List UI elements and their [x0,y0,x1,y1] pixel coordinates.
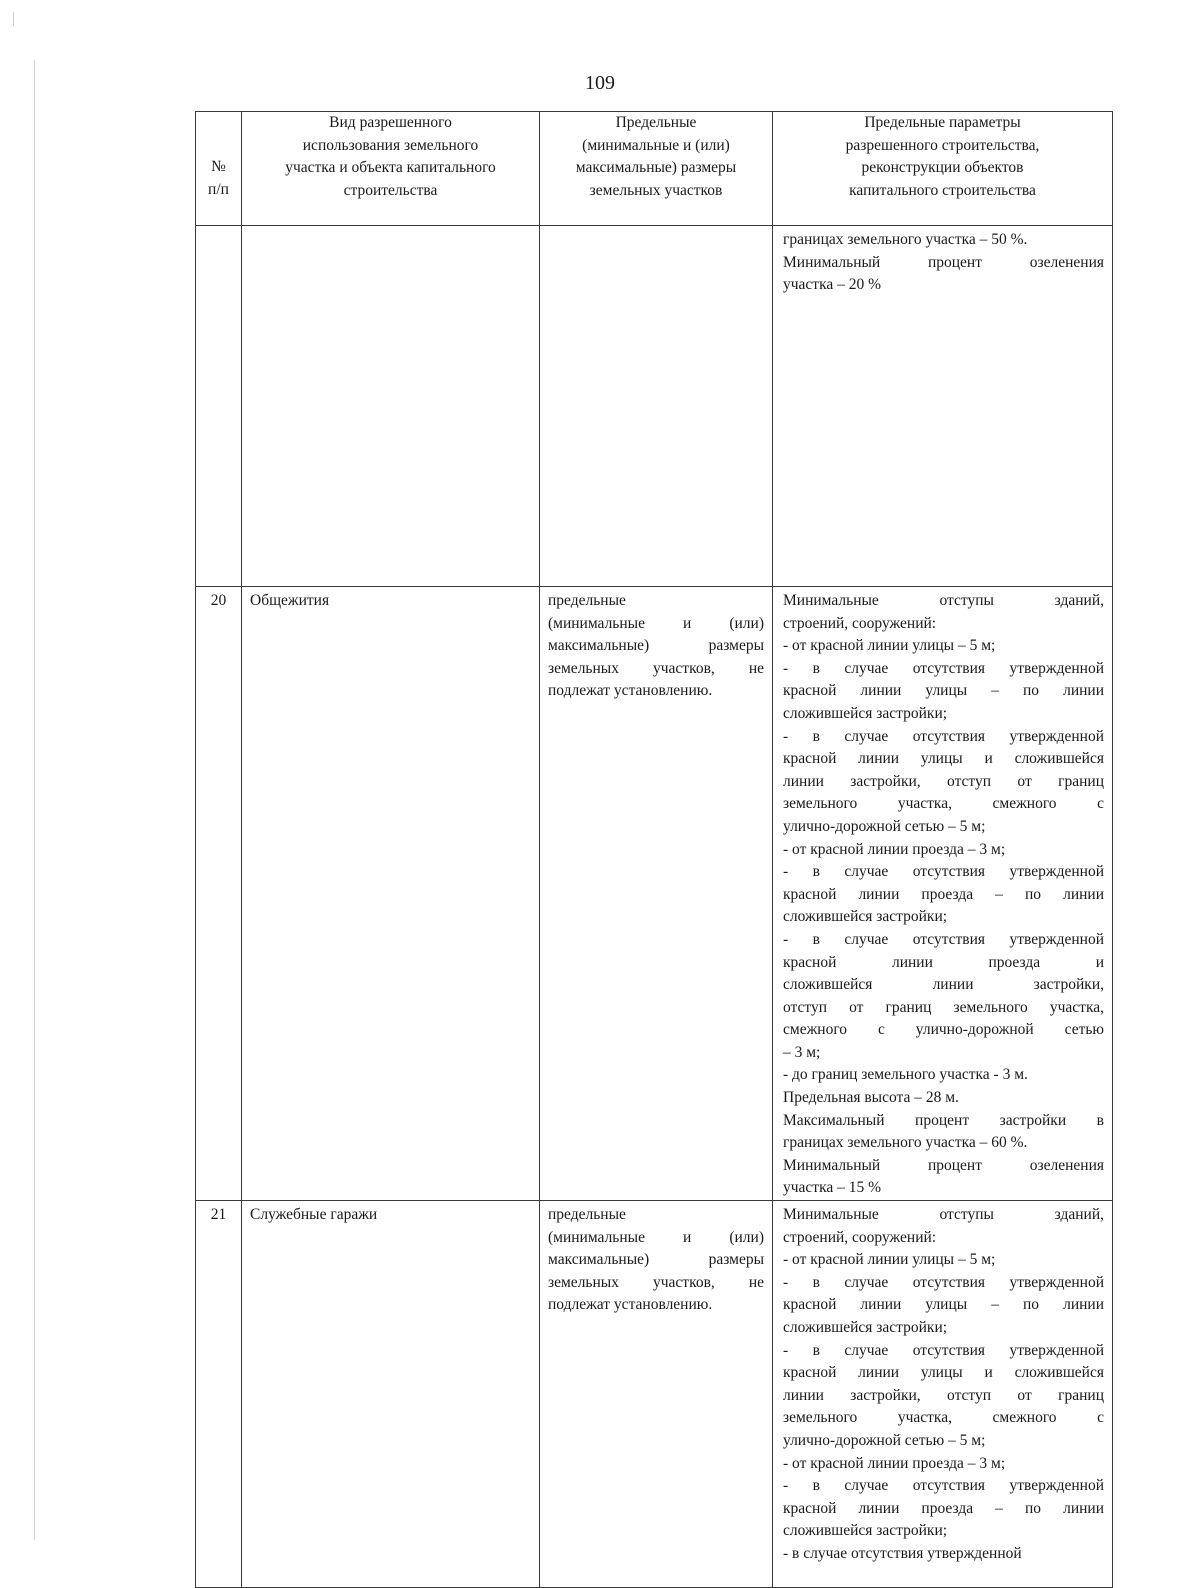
cell-text-line: участка – 20 % [783,276,882,294]
cell-text-line: земельных участков, не [548,659,764,677]
cell-text-line: линии застройки, отступ от границ [783,1386,1104,1404]
header-text-line: земельных участков [589,181,723,199]
header-text-line: использования земельного [302,136,479,154]
header-text-line: реконструкции объектов [861,159,1024,176]
scan-edge-line [34,60,35,1540]
cell-text-line: сложившейся застройки; [783,1522,948,1540]
cell-text-line: - в случае отсутствия утвержденной [783,1273,1104,1291]
cell-text-line: улично-дорожной сетью – 5 м; [783,817,986,835]
cell-text-line: – 3 м; [783,1043,821,1061]
cell-text-line: Минимальный процент озеленения [783,253,1104,271]
cell-text-line: смежного с улично-дорожной сетью [783,1021,1104,1039]
row-usage-type [242,226,540,587]
cell-text-line: красной линии улицы – по линии [783,682,1104,700]
cell-text-line: сложившейся застройки; [783,1319,948,1336]
cell-text-line: - от красной линии проезда – 3 м; [783,1454,1006,1472]
cell-text-line: - от красной линии проезда – 3 м; [783,840,1006,858]
header-text-line: (минимальные и (или) [582,136,730,154]
cell-text-line: подлежат установлению. [548,682,713,700]
cell-text-line: Минимальные отступы зданий, [783,1206,1104,1224]
cell-text-line: красной линии улицы и сложившейся [783,750,1104,768]
cell-text-line: - в случае отсутствия утвержденной [783,659,1104,677]
cell-text-line: предельные [548,592,626,609]
cell-text-line: - в случае отсутствия утвержденной [783,863,1104,881]
cell-text-line: Минимальные отступы зданий, [783,592,1104,609]
cell-text-line: Предельная высота – 28 м. [783,1089,959,1107]
cell-text-line: участка – 15 % [783,1179,882,1197]
cell-text-line: отступ от границ земельного участка, [783,998,1104,1016]
cell-text-line: земельных участков, не [548,1273,764,1291]
cell-text-line: линии застройки, отступ от границ [783,772,1104,790]
row-number [196,226,242,587]
cell-text-line: земельного участка, смежного с [783,795,1104,813]
header-construction-params [773,112,1113,226]
cell-text-line: - в случае отсутствия утвержденной [783,727,1104,745]
table-row [196,1201,1113,1588]
header-text-line: разрешенного строительства, [845,136,1040,154]
row-number: 21 [196,1201,242,1588]
row-construction-params [773,1201,1113,1588]
cell-text-line: строений, сооружений: [783,614,937,632]
cell-text-line: максимальные) размеры [548,1251,764,1269]
header-text-line: капитального строительства [849,181,1036,199]
row-plot-size [540,1201,773,1588]
header-text-line: Предельные [615,114,697,131]
cell-text-line: сложившейся линии застройки, [783,976,1104,994]
header-text-line: Вид разрешенного [329,114,452,131]
cell-text-line: красной линии проезда – по линии [783,1499,1104,1517]
cell-text-line: (минимальные и (или) [548,1228,764,1246]
cell-text-line: строений, сооружений: [783,1228,937,1246]
cell-text-line: сложившейся застройки; [783,908,948,926]
cell-text-line: сложившейся застройки; [783,704,948,722]
header-plot-size [540,112,773,226]
cell-text-line: улично-дорожной сетью – 5 м; [783,1431,986,1449]
cell-text-line: предельные [548,1206,626,1224]
cell-text-line: - от красной линии улицы – 5 м; [783,1251,996,1269]
header-text-line: п/п [208,180,229,198]
table-row [196,587,1113,1201]
header-text-line: № [211,158,226,175]
row-plot-size [540,587,773,1201]
cell-text-line: Минимальный процент озеленения [783,1156,1104,1174]
row-number: 20 [196,587,242,1201]
table-header [196,112,1113,226]
cell-text-line: - в случае отсутствия утвержденной [783,1477,1104,1495]
header-text-line: строительства [343,181,438,199]
header-text-line: Предельные параметры [864,114,1021,131]
cell-text-line: красной линии проезда и [783,953,1104,971]
cell-text-line: границах земельного участка – 60 %. [783,1134,1028,1152]
zoning-parameters-table [195,111,1113,1588]
header-number [196,112,242,226]
cell-text-line: - в случае отсутствия утвержденной [783,1341,1104,1359]
cell-text-line: красной линии улицы – по линии [783,1296,1104,1314]
cell-text-line: Максимальный процент застройки в [783,1111,1104,1129]
header-text-line: максимальные) размеры [575,159,737,176]
cell-text-line: границах земельного участка – 50 %. [783,231,1028,248]
cell-text-line: (минимальные и (или) [548,614,764,632]
cell-text-line: красной линии улицы и сложившейся [783,1364,1104,1382]
scan-artifact-mark [13,12,14,26]
cell-text-line: - в случае отсутствия утвержденной [783,930,1104,948]
cell-text-line: подлежат установлению. [548,1296,713,1314]
cell-text-line: - от красной линии улицы – 5 м; [783,637,996,655]
row-construction-params [773,587,1113,1201]
page-number: 109 [585,72,615,94]
row-plot-size [540,226,773,587]
row-usage-type: Общежития [242,587,540,1201]
header-text-line: участка и объекта капитального [285,159,496,176]
header-usage-type [242,112,540,226]
cell-text-line: максимальные) размеры [548,637,764,655]
table-row [196,226,1113,587]
cell-text-line: земельного участка, смежного с [783,1409,1104,1427]
cell-text-line: - в случае отсутствия утвержденной [783,1544,1022,1562]
row-construction-params [773,226,1113,587]
row-usage-type: Служебные гаражи [242,1201,540,1588]
cell-text-line: - до границ земельного участка - 3 м. [783,1066,1028,1084]
cell-text-line: красной линии проезда – по линии [783,885,1104,903]
